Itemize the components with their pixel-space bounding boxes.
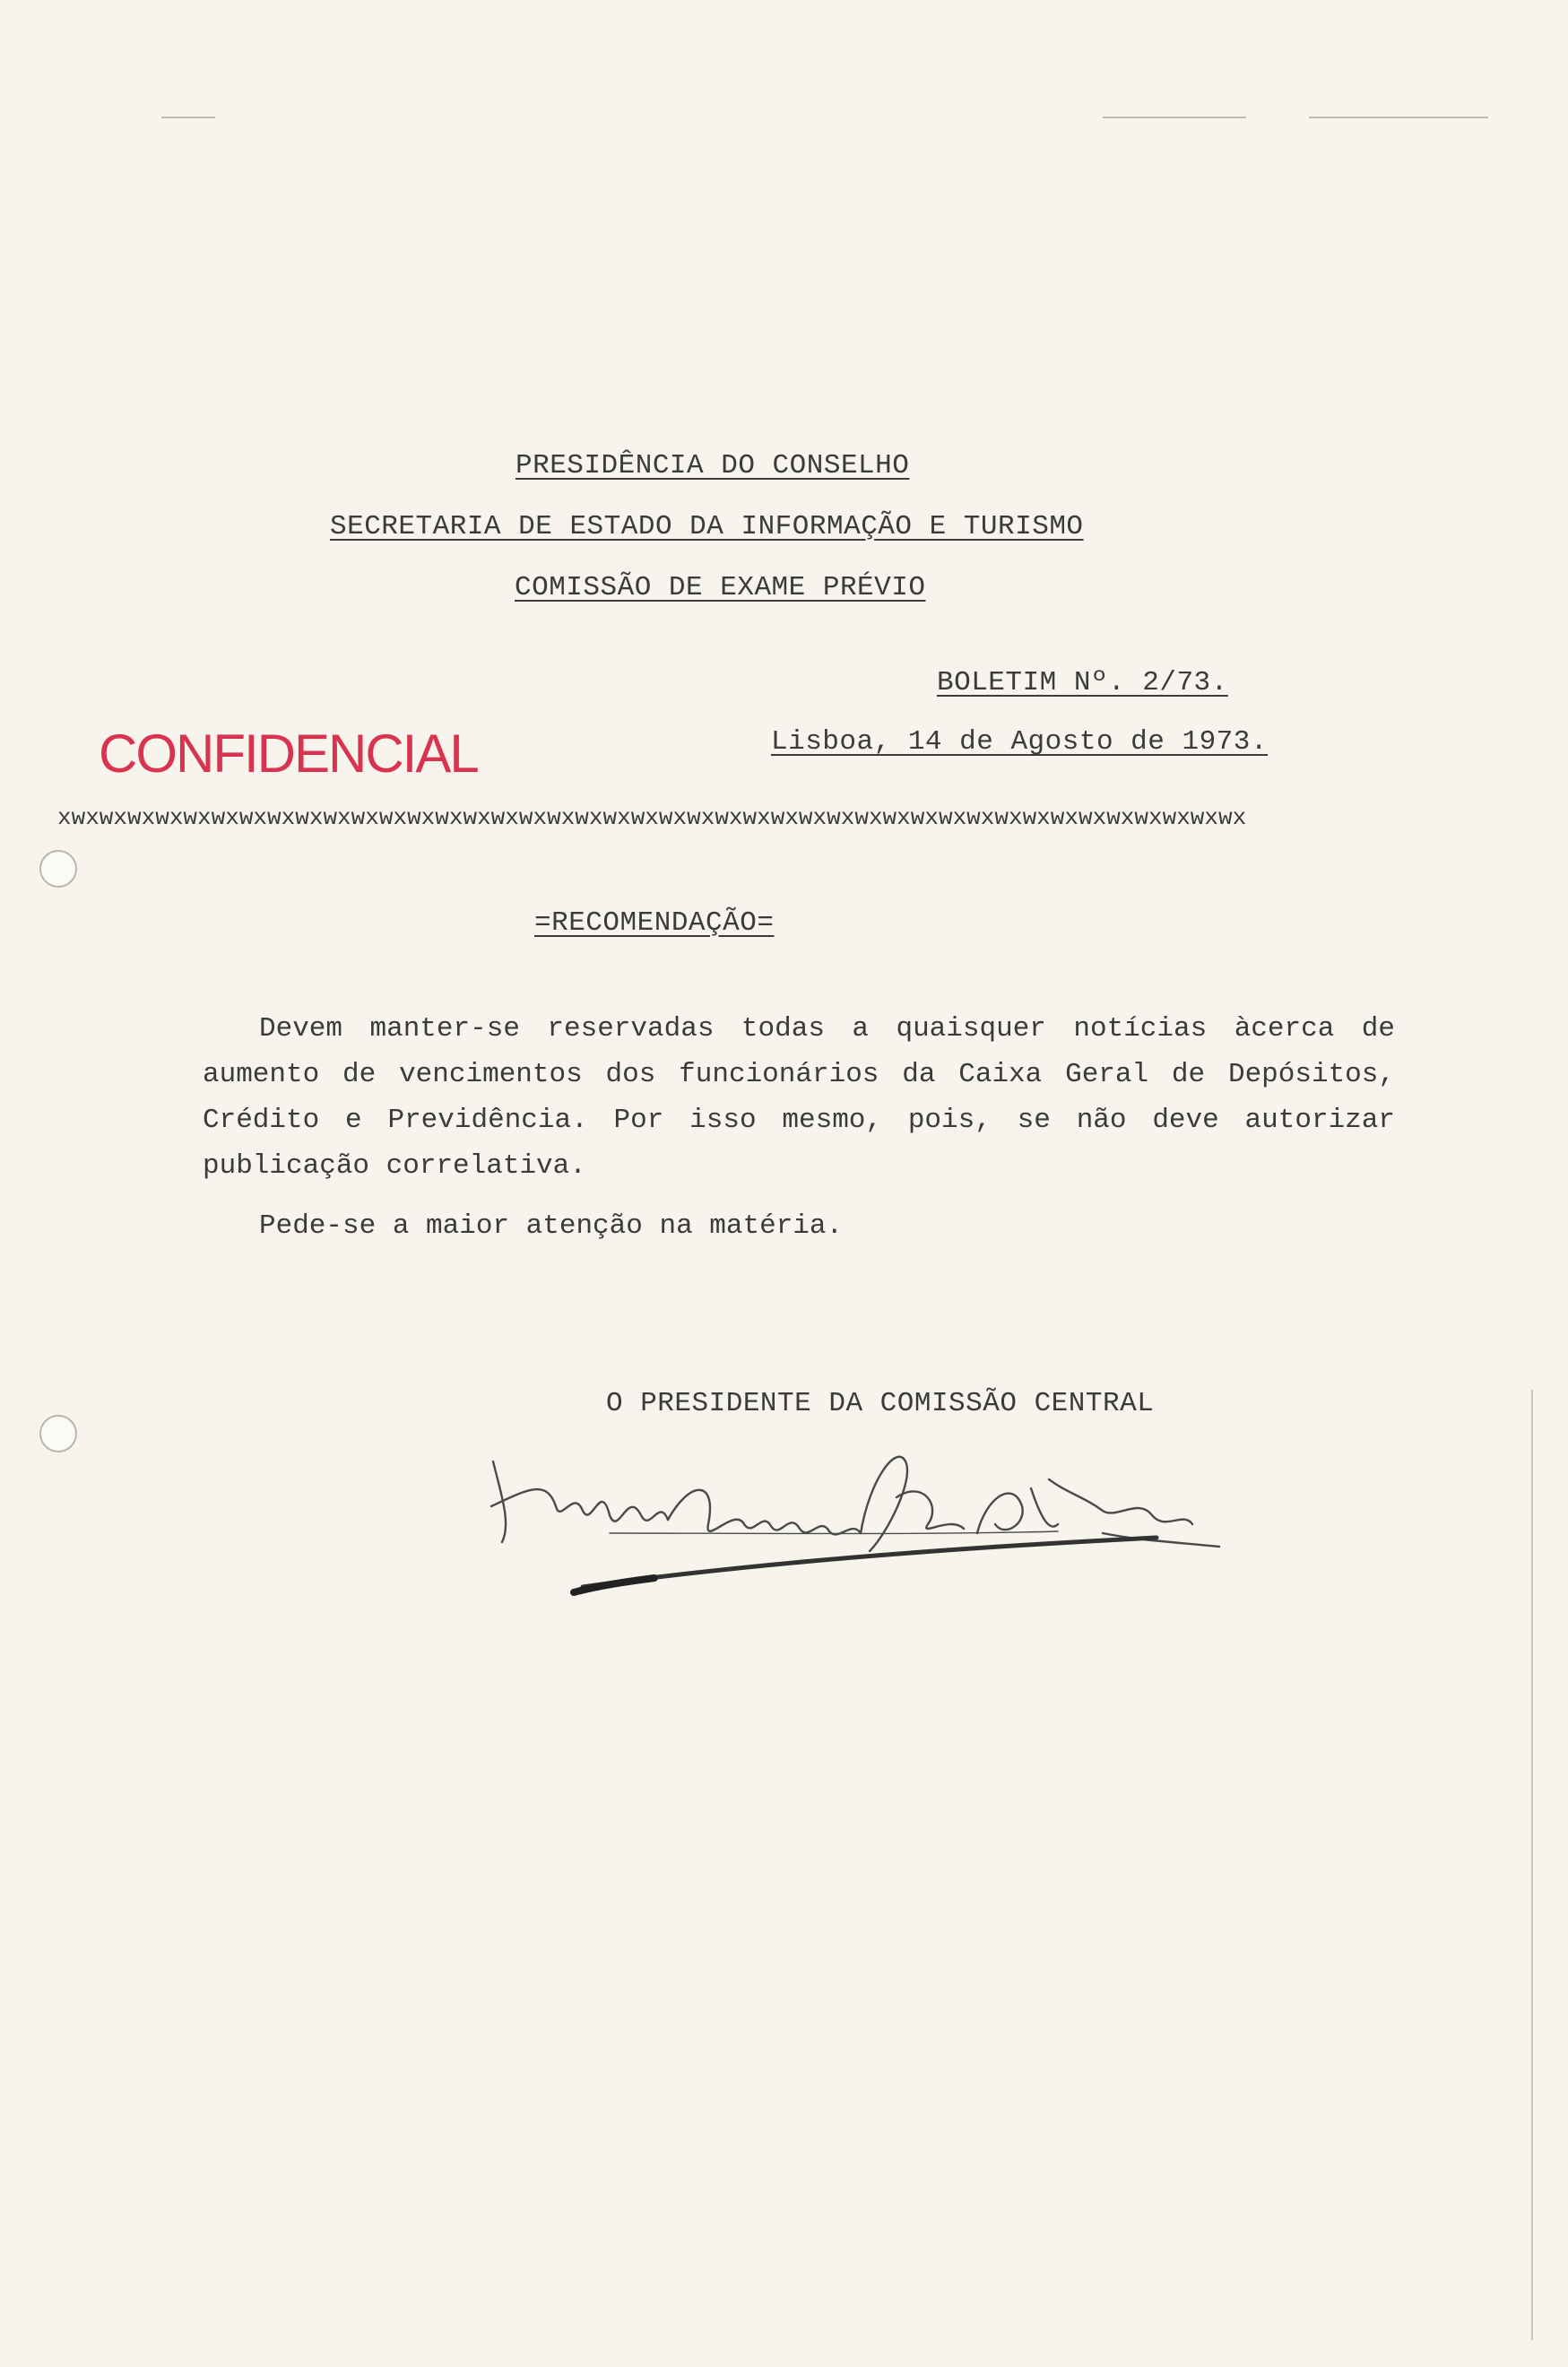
subject-heading: =RECOMENDAÇÃO= [534, 907, 775, 939]
page-edge [1531, 1390, 1533, 2340]
letterhead-line-3: COMISSÃO DE EXAME PRÉVIO [515, 572, 926, 603]
punch-hole [39, 850, 77, 888]
signature-title: O PRESIDENTE DA COMISSÃO CENTRAL [606, 1388, 1155, 1419]
letterhead-line-1: PRESIDÊNCIA DO CONSELHO [515, 450, 910, 481]
letterhead-line-2: SECRETARIA DE ESTADO DA INFORMAÇÃO E TURISMO [330, 511, 1084, 542]
handwritten-signature [475, 1426, 1282, 1632]
separator-line: xwxwxwxwxwxwxwxwxwxwxwxwxwxwxwxwxwxwxwxwxwxwxwxwxwxwxwxwxwxwxwxwxwxwxwxwxwxwxwxwxwxwx [57, 804, 1247, 831]
body-paragraph-2: Pede-se a maior atenção na matéria. [259, 1210, 844, 1242]
scan-mark [1103, 117, 1246, 118]
punch-hole [39, 1415, 77, 1452]
scan-mark [1309, 117, 1488, 118]
scan-mark [161, 117, 215, 118]
bulletin-number: BOLETIM Nº. 2/73. [937, 667, 1228, 698]
body-paragraph-1: Devem manter-se reservadas todas a quaisquer notícias àcerca de aumento de vencimentos dos funcionários da Caixa Geral de Depósitos, Crédito e Previdência. Por isso mesmo, pois, se não deve autorizar publicação correlativa. [203, 1013, 1395, 1182]
confidential-stamp: CONFIDENCIAL [99, 724, 478, 784]
bulletin-date: Lisboa, 14 de Agosto de 1973. [771, 726, 1268, 758]
